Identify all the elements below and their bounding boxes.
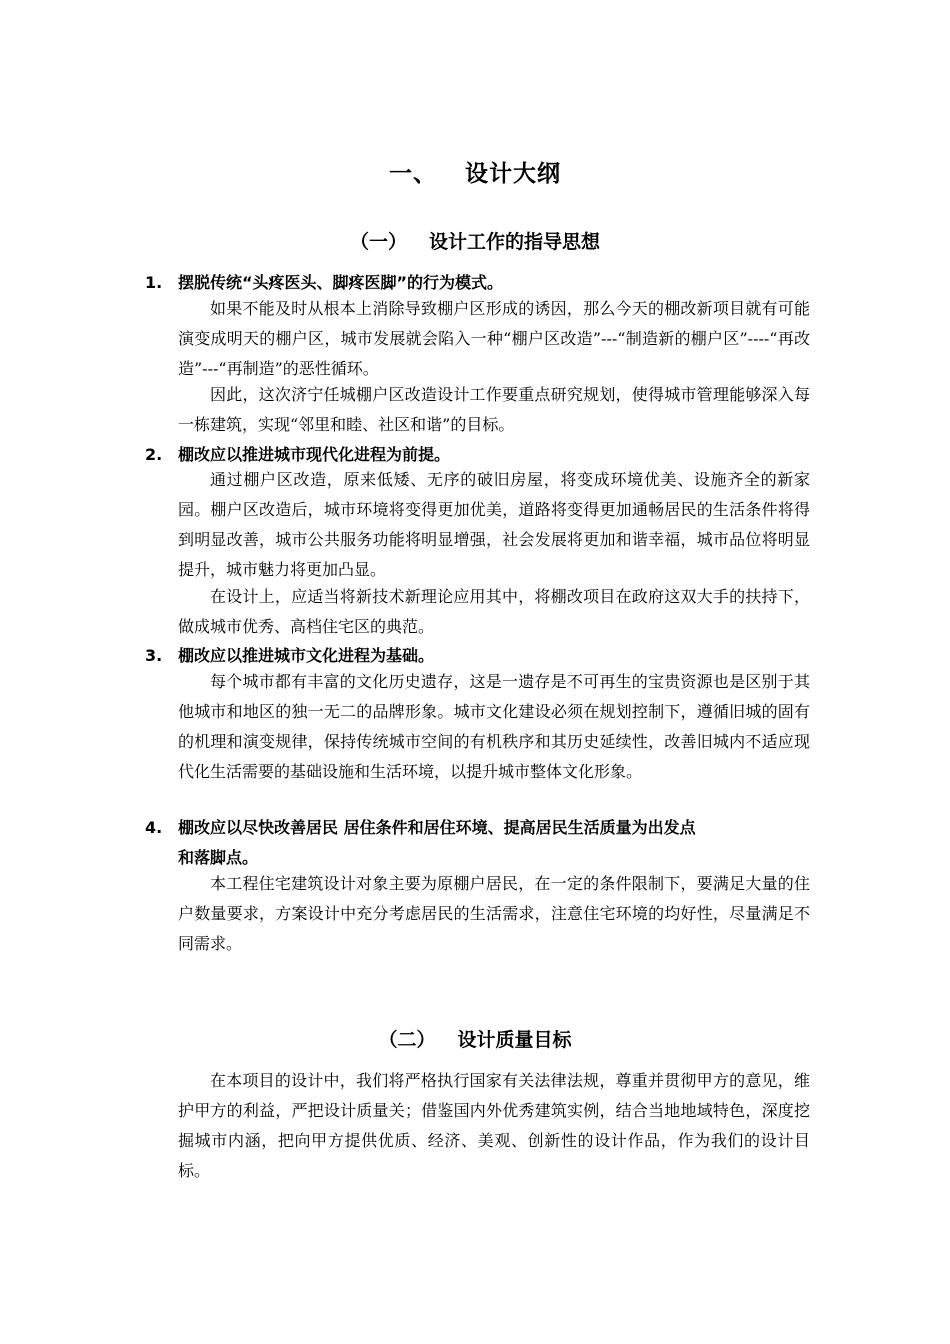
paragraph: 如果不能及时从根本上消除导致棚户区形成的诱因，那么今天的棚改新项目就有可能演变成明天的棚户区，城市发展就会陷入一种“棚户区改造”---“制造新的棚户区”----“再改造”---“再制造”的恶性循环。 xyxy=(178,299,810,378)
section-title: 设计质量目标 xyxy=(457,1029,572,1051)
chapter-number: 一、 xyxy=(389,161,437,187)
paragraph: 本工程住宅建筑设计对象主要为原棚户居民，在一定的条件限制下，要满足大量的住户数量要求，方案设计中充分考虑居民的生活需求，注意住宅环境的均好性，尽量满足不同需求。 xyxy=(178,874,810,953)
chapter-heading xyxy=(0,155,950,188)
item-heading-continued: 和落脚点。 xyxy=(178,848,259,867)
item-heading: 摆脱传统“头疼医头、脚疼医脚”的行为模式。 xyxy=(178,273,504,292)
chapter-title: 设计大纲 xyxy=(465,161,561,187)
item-number: 3. xyxy=(145,646,163,665)
section-title: 设计工作的指导思想 xyxy=(429,231,601,253)
item-heading: 棚改应以推进城市现代化进程为前提。 xyxy=(178,445,451,464)
section-heading-1 xyxy=(0,227,950,254)
item-title-4 xyxy=(145,813,815,873)
item-number: 2. xyxy=(145,445,163,464)
item-number: 4. xyxy=(145,818,163,837)
paragraph: 在本项目的设计中，我们将严格执行国家有关法律法规，尊重并贯彻甲方的意见，维护甲方的利益，严把设计质量关；借鉴国内外优秀建筑实例，结合当地地域特色，深度挖掘城市内涵，把向甲方提供优质、经济、美观、创新性的设计作品，作为我们的设计目标。 xyxy=(178,1071,810,1180)
section-number: （一） xyxy=(349,231,407,253)
item-heading: 棚改应以尽快改善居民 居住条件和居住环境、提高居民生活质量为出发点 xyxy=(178,818,696,837)
paragraph: 通过棚户区改造，原来低矮、无序的破旧房屋，将变成环境优美、设施齐全的新家园。棚户区改造后，城市环境将变得更加优美，道路将变得更加通畅居民的生活条件将得到明显改善，城市公共服务功能将明显增强，社会发展将更加和谐幸福，城市品位将明显提升，城市魅力将更加凸显。 xyxy=(178,470,810,579)
paragraph: 因此，这次济宁任城棚户区改造设计工作要重点研究规划，使得城市管理能够深入每一栋建筑，实现“邻里和睦、社区和谐”的目标。 xyxy=(178,385,810,434)
item-number: 1. xyxy=(145,273,163,292)
section-number: （二） xyxy=(378,1029,436,1051)
item-heading: 棚改应以推进城市文化进程为基础。 xyxy=(178,646,435,665)
paragraph: 在设计上，应适当将新技术新理论应用其中，将棚改项目在政府这双大手的扶持下，做成城市优秀、高档住宅区的典范。 xyxy=(178,587,810,636)
section-heading-2 xyxy=(0,1025,950,1052)
paragraph: 每个城市都有丰富的文化历史遗存，这是一遗存是不可再生的宝贵资源也是区别于其他城市和地区的独一无二的品牌形象。城市文化建设必须在规划控制下，遵循旧城的固有的机理和演变规律，保持传统城市空间的有机秩序和其历史延续性，改善旧城内不适应现代化生活需要的基础设施和生活环境，以提升城市整体文化形象。 xyxy=(178,672,810,781)
